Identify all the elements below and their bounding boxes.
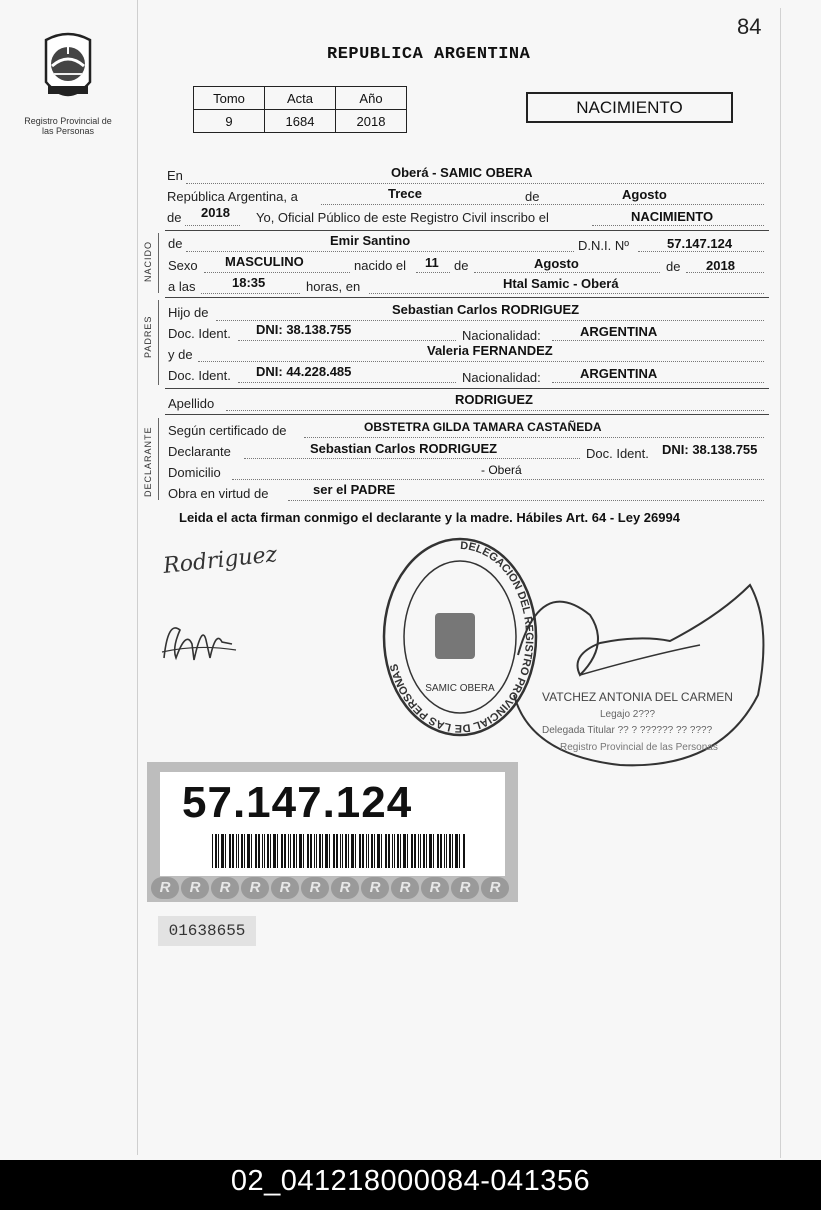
pattern-letter: R xyxy=(271,877,299,899)
barcode-bar xyxy=(411,834,413,868)
officer-name: VATCHEZ ANTONIA DEL CARMEN xyxy=(542,690,733,704)
sexo-label: Sexo xyxy=(168,258,198,273)
pattern-letter: R xyxy=(211,877,239,899)
pattern-letter: R xyxy=(391,877,419,899)
barcode-bar xyxy=(397,834,399,868)
barcode-bar xyxy=(355,834,356,868)
nacionalidad-label: Nacionalidad: xyxy=(462,370,541,385)
republica-label: República Argentina, a xyxy=(167,189,298,204)
barcode-bar xyxy=(296,834,297,868)
barcode-bar xyxy=(437,834,439,868)
domicilio-value: - Oberá xyxy=(481,463,522,477)
dotted-line xyxy=(238,382,456,383)
de-label: de xyxy=(454,258,469,273)
barcode-bar xyxy=(314,834,315,868)
father-dni: DNI: 38.138.755 xyxy=(256,322,352,337)
barcode-bar xyxy=(325,834,328,868)
footer-file-code: 02_041218000084-041356 xyxy=(0,1160,821,1210)
barcode-bar xyxy=(420,834,421,868)
barcode-bar xyxy=(333,834,335,868)
barcode-bar xyxy=(288,834,289,868)
barcode-bar xyxy=(238,834,239,868)
right-edge-line xyxy=(780,8,781,1158)
officer-line3: Delegada Titular ?? ? ?????? ?? ???? xyxy=(542,725,713,736)
section-bracket xyxy=(158,233,159,293)
closing-statement: Leida el acta firman conmigo el declarante y la madre. Hábiles Art. 64 - Ley 26994 xyxy=(179,510,680,525)
padres-section-label: PADRES xyxy=(143,315,153,358)
doc-ident-label: Doc. Ident. xyxy=(586,446,649,461)
barcode-bar xyxy=(362,834,364,868)
dni-label: D.N.I. Nº xyxy=(578,238,629,253)
barcode-bar xyxy=(258,834,260,868)
barcode-bar xyxy=(329,834,330,868)
year-value: 2018 xyxy=(201,205,230,220)
barcode-bar xyxy=(244,834,245,868)
registry-caption: Registro Provincial de las Personas xyxy=(24,116,112,136)
barcode-bar xyxy=(418,834,419,868)
tomo-value: 9 xyxy=(194,110,265,133)
barcode-bar xyxy=(388,834,390,868)
barcode-bar xyxy=(429,834,432,868)
barcode-bar xyxy=(345,834,347,868)
barcode-bar xyxy=(267,834,269,868)
barcode-bar xyxy=(351,834,354,868)
birth-time: 18:35 xyxy=(232,275,266,290)
birth-month: Agosto xyxy=(534,256,579,271)
barcode-bar xyxy=(281,834,283,868)
nacionalidad-label: Nacionalidad: xyxy=(462,328,541,343)
birth-year: 2018 xyxy=(706,258,735,273)
barcode-bar xyxy=(262,834,263,868)
domicilio-label: Domicilio xyxy=(168,465,221,480)
doc-ident-label: Doc. Ident. xyxy=(168,326,231,341)
separator xyxy=(165,388,769,389)
anio-header: Año xyxy=(336,87,407,110)
barcode-bar xyxy=(394,834,395,868)
stamp-center-text: SAMIC OBERA xyxy=(425,683,495,694)
barcode-bar xyxy=(440,834,442,868)
pattern-letter: R xyxy=(361,877,389,899)
declarant-name: Sebastian Carlos RODRIGUEZ xyxy=(310,441,498,456)
barcode-bar xyxy=(255,834,257,868)
pattern-letter: R xyxy=(151,877,179,899)
page-number: 84 xyxy=(737,14,762,39)
pattern-letter: R xyxy=(181,877,209,899)
barcode-bar xyxy=(463,834,465,868)
barcode-bar xyxy=(381,834,382,868)
acta-value: 1684 xyxy=(265,110,336,133)
barcode-bar xyxy=(403,834,406,868)
provincial-seal-icon xyxy=(38,30,98,108)
barcode-bar xyxy=(241,834,243,868)
barcode-bar xyxy=(236,834,237,868)
mother-name: Valeria FERNANDEZ xyxy=(427,343,553,358)
barcode-bar xyxy=(359,834,361,868)
barcode-bar xyxy=(426,834,427,868)
place-value: Oberá - SAMIC OBERA xyxy=(391,165,533,180)
y-de-label: y de xyxy=(168,347,193,362)
horas-label: horas, en xyxy=(306,279,361,294)
handwritten-signature: Rodriguez xyxy=(162,542,279,579)
barcode-bar xyxy=(264,834,265,868)
child-name: Emir Santino xyxy=(330,233,411,248)
sticker-dni-number: 57.147.124 xyxy=(182,778,413,827)
nacido-section-label: NACIDO xyxy=(143,240,153,282)
barcode-bar xyxy=(251,834,252,868)
barcode-bar xyxy=(218,834,219,868)
barcode-bar xyxy=(303,834,304,868)
barcode-bar xyxy=(459,834,460,868)
doc-ident-label: Doc. Ident. xyxy=(168,368,231,383)
dotted-line xyxy=(186,251,574,252)
sticker-pattern xyxy=(150,876,515,900)
dotted-line xyxy=(288,500,764,501)
anio-value: 2018 xyxy=(336,110,407,133)
barcode-bar xyxy=(336,834,338,868)
control-code: 01638655 xyxy=(158,916,256,946)
dotted-line xyxy=(232,479,764,480)
stamp-ring-text: DELEGACIÓN DEL REGISTRO PROVINCIAL DE LAS PERSONAS xyxy=(388,539,535,735)
barcode-bar xyxy=(310,834,312,868)
barcode-bar xyxy=(348,834,349,868)
dotted-line xyxy=(216,320,764,321)
pattern-letter: R xyxy=(331,877,359,899)
barcode-bar xyxy=(273,834,276,868)
barcode-bar xyxy=(290,834,291,868)
dotted-line xyxy=(552,382,764,383)
pattern-letter: R xyxy=(451,877,479,899)
barcode-bar xyxy=(444,834,445,868)
mother-dni: DNI: 44.228.485 xyxy=(256,364,352,379)
dotted-line xyxy=(185,225,240,226)
birth-place: Htal Samic - Oberá xyxy=(503,276,619,291)
dotted-line xyxy=(369,293,764,294)
pattern-letter: R xyxy=(301,877,329,899)
nacido-el-label: nacido el xyxy=(354,258,407,273)
barcode-bar xyxy=(368,834,369,868)
dotted-line xyxy=(244,458,580,459)
barcode-bar xyxy=(319,834,321,868)
sexo-value: MASCULINO xyxy=(225,254,304,269)
barcode-bar xyxy=(366,834,367,868)
dotted-line xyxy=(198,361,764,362)
barcode-bar xyxy=(455,834,458,868)
dotted-line xyxy=(321,204,764,205)
barcode-bar xyxy=(293,834,295,868)
barcode-bar xyxy=(392,834,393,868)
birth-day: 11 xyxy=(425,255,439,270)
declarante-label: Declarante xyxy=(168,444,231,459)
section-bracket xyxy=(158,418,159,500)
dotted-line xyxy=(416,272,450,273)
obra-value: ser el PADRE xyxy=(313,482,396,497)
barcode-bar xyxy=(377,834,380,868)
officer-line2: Legajo 2??? xyxy=(600,709,656,720)
de-label: de xyxy=(168,236,183,251)
barcode-bar xyxy=(225,834,226,868)
barcode-bar xyxy=(299,834,302,868)
de-label: de xyxy=(167,210,182,225)
child-dni: 57.147.124 xyxy=(667,236,733,251)
separator xyxy=(165,230,769,231)
section-bracket xyxy=(158,300,159,385)
de-label: de xyxy=(666,259,681,274)
barcode-icon xyxy=(212,834,467,868)
certificate-issuer: OBSTETRA GILDA TAMARA CASTAÑEDA xyxy=(364,420,602,434)
scribble-signature-icon xyxy=(158,600,238,670)
separator xyxy=(165,414,769,415)
mother-nationality: ARGENTINA xyxy=(580,366,658,381)
barcode-bar xyxy=(229,834,231,868)
barcode-bar xyxy=(423,834,425,868)
barcode-bar xyxy=(277,834,278,868)
dotted-line xyxy=(238,340,456,341)
officer-line4: Registro Provincial de las Personas xyxy=(560,742,718,753)
declarante-section-label: DECLARANTE xyxy=(143,426,153,497)
acta-header: Acta xyxy=(265,87,336,110)
separator xyxy=(165,297,769,298)
dotted-line xyxy=(204,272,350,273)
pattern-letter: R xyxy=(421,877,449,899)
barcode-bar xyxy=(400,834,401,868)
barcode-bar xyxy=(449,834,451,868)
dotted-line xyxy=(186,183,764,184)
barcode-bar xyxy=(433,834,434,868)
obra-label: Obra en virtud de xyxy=(168,486,269,501)
barcode-bar xyxy=(284,834,286,868)
barcode-bar xyxy=(322,834,323,868)
tomo-header: Tomo xyxy=(194,87,265,110)
month-value: Agosto xyxy=(622,187,667,202)
father-nationality: ARGENTINA xyxy=(580,324,658,339)
document-title: REPUBLICA ARGENTINA xyxy=(327,45,531,64)
barcode-bar xyxy=(452,834,453,868)
dotted-line xyxy=(201,293,300,294)
certificado-label: Según certificado de xyxy=(168,423,287,438)
dotted-line xyxy=(592,225,764,226)
barcode-bar xyxy=(407,834,408,868)
dotted-line xyxy=(474,272,660,273)
record-type-box: NACIMIENTO xyxy=(526,92,733,123)
dotted-line xyxy=(638,251,764,252)
de-label: de xyxy=(525,189,540,204)
barcode-bar xyxy=(232,834,234,868)
barcode-bar xyxy=(212,834,213,868)
book-table xyxy=(193,86,407,133)
barcode-bar xyxy=(414,834,416,868)
father-name: Sebastian Carlos RODRIGUEZ xyxy=(392,302,580,317)
officer-signature-icon xyxy=(500,545,780,775)
barcode-bar xyxy=(342,834,343,868)
a-las-label: a las xyxy=(168,279,196,294)
dotted-line xyxy=(552,340,764,341)
apellido-label: Apellido xyxy=(168,396,215,411)
hijo-de-label: Hijo de xyxy=(168,305,209,320)
oficial-text: Yo, Oficial Público de este Registro Civil inscribo el xyxy=(256,210,549,225)
dotted-line xyxy=(226,410,764,411)
act-value: NACIMIENTO xyxy=(631,209,714,224)
barcode-bar xyxy=(270,834,271,868)
pattern-letter: R xyxy=(481,877,509,899)
barcode-bar xyxy=(247,834,250,868)
barcode-bar xyxy=(371,834,373,868)
barcode-bar xyxy=(307,834,309,868)
dotted-line xyxy=(304,437,764,438)
barcode-bar xyxy=(446,834,447,868)
apellido-value: RODRIGUEZ xyxy=(455,392,533,407)
en-label: En xyxy=(167,168,183,183)
barcode-bar xyxy=(221,834,224,868)
barcode-bar xyxy=(340,834,341,868)
barcode-bar xyxy=(374,834,375,868)
barcode-bar xyxy=(385,834,387,868)
margin-line xyxy=(137,0,138,1155)
declarant-dni: DNI: 38.138.755 xyxy=(662,442,758,457)
barcode-bar xyxy=(215,834,217,868)
pattern-letter: R xyxy=(241,877,269,899)
barcode-bar xyxy=(316,834,317,868)
day-word-value: Trece xyxy=(388,186,422,201)
